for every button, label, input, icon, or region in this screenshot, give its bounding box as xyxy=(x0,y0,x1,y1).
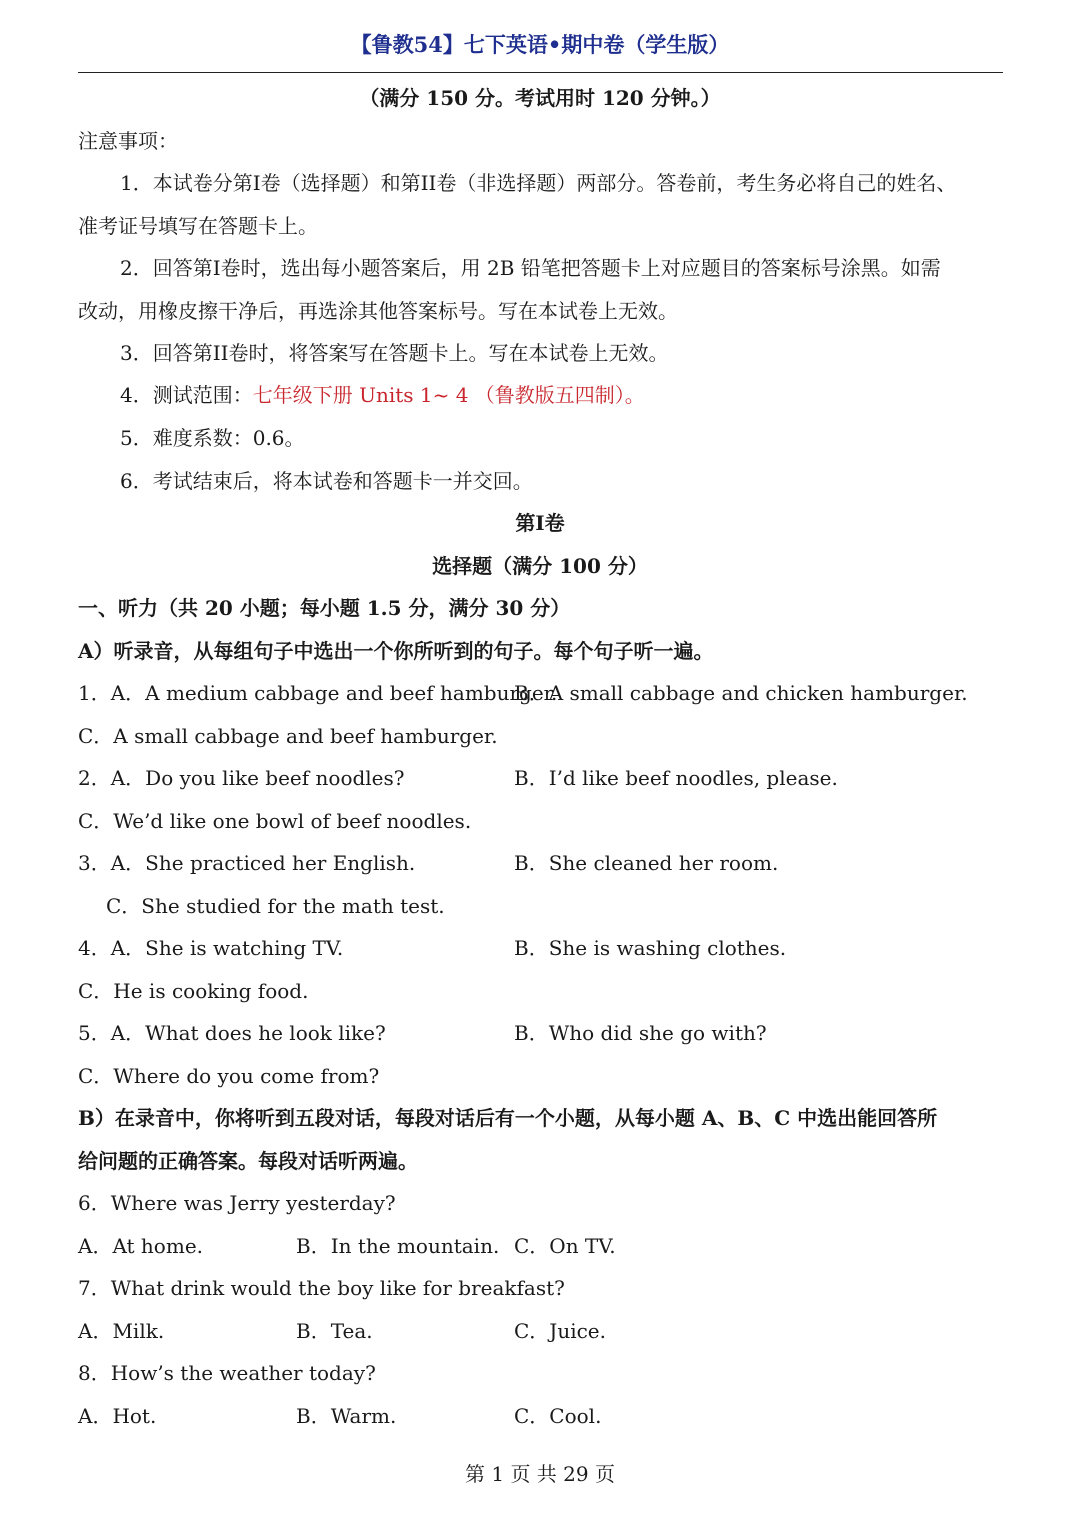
q5-option-b: B．Who did she go with? xyxy=(514,1021,767,1045)
q1-option-c: C．A small cabbage and beef hamburger. xyxy=(78,724,498,748)
q8-option-c: C．Cool. xyxy=(514,1404,602,1428)
q5-option-c: C．Where do you come from? xyxy=(78,1064,380,1088)
q6-option-a: A．At home. xyxy=(78,1234,204,1258)
q7-question: 7．What drink would the boy like for breakfast? xyxy=(78,1276,565,1300)
note-6: 6．考试结束后，将本试卷和答题卡一并交回。 xyxy=(120,469,533,493)
q4-option-b: B．She is washing clothes. xyxy=(514,936,787,960)
q7-option-c: C．Juice. xyxy=(514,1319,606,1343)
exam-info: （满分 150 分。考试用时 120 分钟。） xyxy=(359,86,721,110)
q6-option-b: B．In the mountain. xyxy=(296,1234,500,1258)
q8-option-a: A．Hot. xyxy=(78,1404,157,1428)
q6-question: 6．Where was Jerry yesterday? xyxy=(78,1191,396,1215)
q3-option-c: C．She studied for the math test. xyxy=(106,894,445,918)
q5-option-a: 5．A．What does he look like? xyxy=(78,1021,386,1045)
q8-option-b: B．Warm. xyxy=(296,1404,397,1428)
part1-subtitle: 选择题（满分 100 分） xyxy=(432,554,648,578)
note-2-line1: 2．回答第I卷时，选出每小题答案后，用 2B 铅笔把答题卡上对应题目的答案标号涂黑。如需 xyxy=(120,256,941,280)
note-4-prefix: 4．测试范围： xyxy=(120,383,253,407)
q4-option-a: 4．A．She is watching TV. xyxy=(78,936,344,960)
q3-option-b: B．She cleaned her room. xyxy=(514,851,779,875)
section1-heading: 一、听力（共 20 小题；每小题 1.5 分，满分 30 分） xyxy=(78,596,571,620)
q2-option-a: 2．A．Do you like beef noodles? xyxy=(78,766,405,790)
note-4 xyxy=(120,385,645,405)
page-number: 第 1 页 共 29 页 xyxy=(465,1462,615,1486)
note-1-line2: 准考证号填写在答题卡上。 xyxy=(78,214,318,238)
q2-option-b: B．I’d like beef noodles, please. xyxy=(514,766,838,790)
q1-option-a: 1．A．A medium cabbage and beef hamburger. xyxy=(78,681,558,705)
q4-option-c: C．He is cooking food. xyxy=(78,979,309,1003)
q7-option-a: A．Milk. xyxy=(78,1319,165,1343)
partB-instruction-line1: B）在录音中，你将听到五段对话，每段对话后有一个小题，从每小题 A、B、C 中选出能回答所 xyxy=(78,1106,938,1130)
note-4-scope: 七年级下册 Units 1~ 4 （鲁教版五四制）。 xyxy=(252,383,645,407)
note-1-line1: 1．本试卷分第I卷（选择题）和第II卷（非选择题）两部分。答卷前，考生务必将自己的姓名、 xyxy=(120,171,957,195)
q6-option-c: C．On TV. xyxy=(514,1234,616,1258)
partB-instruction-line2: 给问题的正确答案。每段对话听两遍。 xyxy=(78,1149,418,1173)
q1-option-b: B．A small cabbage and chicken hamburger. xyxy=(514,681,968,705)
notes-heading: 注意事项： xyxy=(78,129,178,153)
q7-option-b: B．Tea. xyxy=(296,1319,373,1343)
q2-option-c: C．We’d like one bowl of beef noodles. xyxy=(78,809,472,833)
partA-instruction: A）听录音，从每组句子中选出一个你所听到的句子。每个句子听一遍。 xyxy=(78,639,714,663)
q3-option-a: 3．A．She practiced her English. xyxy=(78,851,416,875)
note-2-line2: 改动，用橡皮擦干净后，再选涂其他答案标号。写在本试卷上无效。 xyxy=(78,299,678,323)
part1-title: 第I卷 xyxy=(515,511,565,535)
header-title: 【鲁教54】七下英语•期中卷（学生版） xyxy=(350,32,730,57)
note-5: 5．难度系数：0.6。 xyxy=(120,426,305,450)
note-3: 3．回答第II卷时，将答案写在答题卡上。写在本试卷上无效。 xyxy=(120,341,669,365)
header-divider xyxy=(78,72,1003,73)
q8-question: 8．How’s the weather today? xyxy=(78,1361,376,1385)
